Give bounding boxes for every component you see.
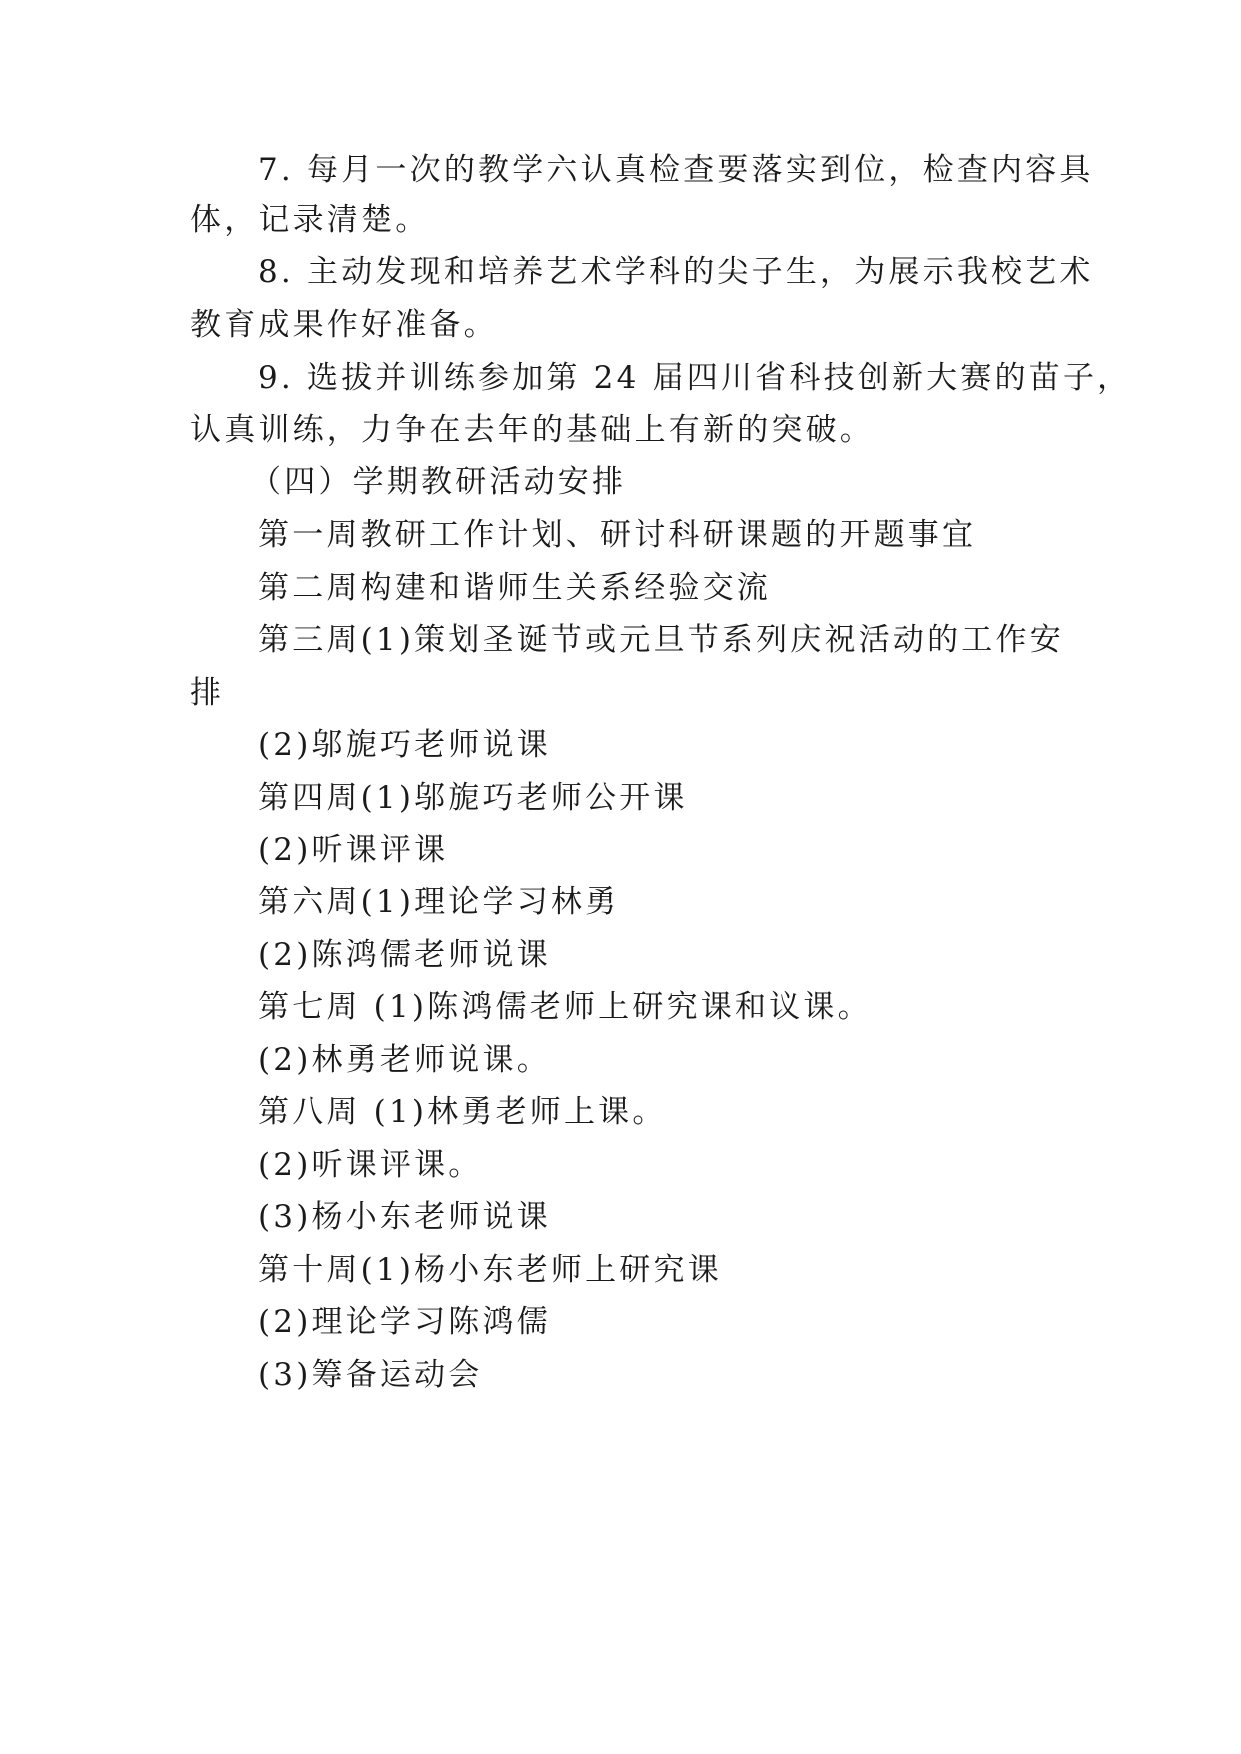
schedule-week-4: 第四周(1)邬旎巧老师公开课 <box>258 780 688 816</box>
schedule-week-6-item-2: (2)陈鸿儒老师说课 <box>258 937 551 973</box>
schedule-week-7-item-2: (2)林勇老师说课。 <box>258 1042 551 1078</box>
text-line-item-8: 8. 主动发现和培养艺术学科的尖子生，为展示我校艺术 <box>258 254 1094 290</box>
schedule-week-8-item-3: (3)杨小东老师说课 <box>258 1199 551 1235</box>
schedule-week-10-item-2: (2)理论学习陈鸿儒 <box>258 1304 551 1340</box>
schedule-week-3-item-2: (2)邬旎巧老师说课 <box>258 727 551 763</box>
schedule-week-10-item-3: (3)筹备运动会 <box>258 1357 483 1393</box>
schedule-week-4-item-2: (2)听课评课 <box>258 832 449 868</box>
schedule-week-7: 第七周 (1)陈鸿儒老师上研究课和议课。 <box>258 989 872 1025</box>
schedule-week-2: 第二周构建和谐师生关系经验交流 <box>258 570 771 606</box>
schedule-week-10: 第十周(1)杨小东老师上研究课 <box>258 1252 722 1288</box>
text-line-item-9-cont: 认真训练，力争在去年的基础上有新的突破。 <box>190 412 874 448</box>
schedule-week-3: 第三周(1)策划圣诞节或元旦节系列庆祝活动的工作安 <box>258 622 1064 658</box>
schedule-week-8: 第八周 (1)林勇老师上课。 <box>258 1094 667 1130</box>
schedule-week-6: 第六周(1)理论学习林勇 <box>258 884 620 920</box>
text-line-item-9: 9. 选拔并训练参加第 24 届四川省科技创新大赛的苗子， <box>258 360 1132 396</box>
section-heading: （四）学期教研活动安排 <box>250 464 627 500</box>
text-line-item-7-cont: 体，记录清楚。 <box>190 202 430 238</box>
schedule-week-1: 第一周教研工作计划、研讨科研课题的开题事宜 <box>258 517 977 553</box>
schedule-week-8-item-2: (2)听课评课。 <box>258 1147 483 1183</box>
schedule-week-3-cont: 排 <box>190 675 225 711</box>
text-line-item-7: 7. 每月一次的教学六认真检查要落实到位，检查内容具 <box>258 152 1094 188</box>
text-line-item-8-cont: 教育成果作好准备。 <box>190 307 498 343</box>
